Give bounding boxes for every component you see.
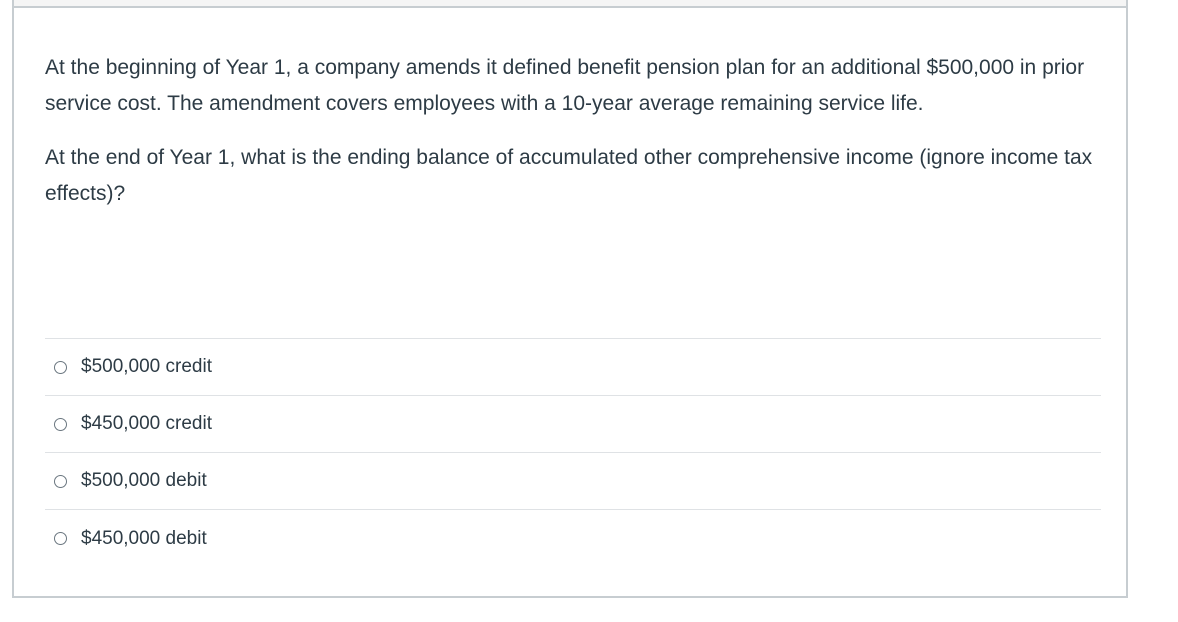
answer-label: $450,000 credit (81, 413, 212, 434)
question-paragraph: At the beginning of Year 1, a company amends it defined benefit pension plan for an additional $500,000 in prior service cost. The amendment covers employees with a 10-year average remaining service life. (45, 56, 1085, 115)
answer-list (45, 338, 1101, 567)
radio-button[interactable] (54, 361, 67, 374)
question-text (45, 50, 1105, 230)
answer-label: $500,000 credit (81, 356, 212, 377)
answer-option-2[interactable] (45, 396, 1101, 453)
question-prompt: At the end of Year 1, what is the ending balance of accumulated other comprehensive income (ignore income tax effects)? (45, 146, 1093, 205)
question-card (12, 0, 1128, 598)
answer-option-1[interactable] (45, 339, 1101, 396)
radio-button[interactable] (54, 418, 67, 431)
answer-label: $500,000 debit (81, 470, 207, 491)
radio-button[interactable] (54, 532, 67, 545)
answer-option-3[interactable] (45, 453, 1101, 510)
question-header-bar (14, 0, 1126, 8)
radio-button[interactable] (54, 475, 67, 488)
answer-label: $450,000 debit (81, 527, 207, 549)
answer-option-4[interactable] (45, 510, 1101, 567)
